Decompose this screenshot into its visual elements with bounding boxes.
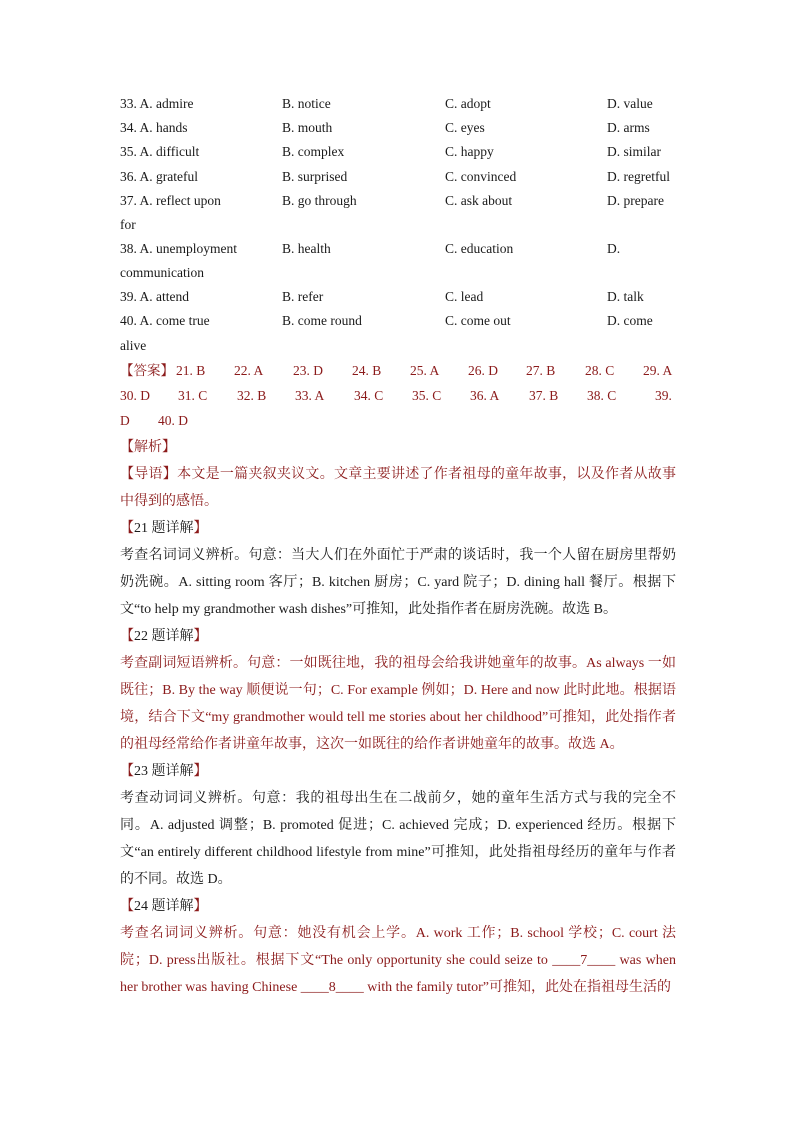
option-row-40	[120, 309, 680, 333]
option-d: D. similar	[607, 144, 661, 159]
answer-key	[120, 358, 680, 433]
option-d: D. regretful	[607, 169, 670, 184]
option-wrap-40: alive	[120, 338, 147, 353]
option-c: C. adopt	[445, 96, 491, 111]
option-d: D. come	[607, 313, 653, 328]
q22-explanation: 考查副词短语辨析。句意：一如既往地，我的祖母会给我讲她童年的故事。As always 一如既往；B. By the way 顺便说一句；C. For example 例如；D. Here and now 此时此地。根据语境，结合下文“my grandmother would tell me stories about her childhood”可推知，此处指作者的祖母经常给作者讲童年故事，这次一如既往的给作者讲她童年的故事。故选 A。	[120, 656, 676, 752]
answer-item: 30. D	[120, 388, 150, 403]
answer-item: 25. A	[410, 363, 440, 378]
intro-paragraph	[120, 461, 676, 515]
option-b: B. complex	[282, 144, 345, 159]
option-b: B. mouth	[282, 120, 333, 135]
option-b: B. notice	[282, 96, 331, 111]
answer-item: 23. D	[293, 363, 323, 378]
answer-item: 21. B	[176, 363, 206, 378]
answer-item: 34. C	[354, 388, 384, 403]
answer-item: 38. C	[587, 388, 617, 403]
q24-heading-text: 24 题详解	[134, 899, 194, 914]
option-c: C. come out	[445, 313, 511, 328]
q22-heading: 【22 题详解】	[120, 629, 208, 644]
answer-item: 24. B	[352, 363, 382, 378]
q24-explanation: 考查名词词义辨析。句意：她没有机会上学。A. work 工作；B. school 学校；C. court 法院；D. press出版社。根据下文“The only opportunity she could seize to ____7____ was when her brother was having Chinese ____8____ with the family tutor”可推知，此处在指祖母生活的	[120, 926, 676, 995]
answer-tag: 【答案】	[120, 363, 174, 378]
option-a: 33. A. admire	[120, 96, 194, 111]
q23-explanation: 考查动词词义辨析。句意：我的祖母出生在二战前夕，她的童年生活方式与我的完全不同。A. adjusted 调整；B. promoted 促进；C. achieved 完成；D. experienced 经历。根据下文“an entirely different childhood lifestyle from mine”可推知，此处指祖母经历的童年与作者的不同。故选 D。	[120, 791, 676, 887]
intro-text: 本文是一篇夹叙夹议文。文章主要讲述了作者祖母的童年故事，以及作者从故事中得到的感悟。	[120, 467, 677, 509]
q22-heading-text: 22 题详解	[134, 629, 194, 644]
option-c: C. convinced	[445, 169, 517, 184]
option-d: D. arms	[607, 120, 650, 135]
option-b: B. go through	[282, 193, 357, 208]
option-c: C. ask about	[445, 193, 513, 208]
answer-item: 27. B	[526, 363, 556, 378]
answer-item: 28. C	[585, 363, 615, 378]
option-row-37	[120, 189, 680, 213]
option-d: D. prepare	[607, 193, 664, 208]
option-a: 36. A. grateful	[120, 169, 198, 184]
option-row-33	[120, 92, 680, 116]
option-a: 39. A. attend	[120, 289, 189, 304]
q23-heading: 【23 题详解】	[120, 764, 208, 779]
option-a: 34. A. hands	[120, 120, 188, 135]
q23-heading-text: 23 题详解	[134, 764, 194, 779]
answer-item: 31. C	[178, 388, 208, 403]
answer-item: 37. B	[529, 388, 559, 403]
option-row-34	[120, 116, 680, 140]
answer-item: 22. A	[234, 363, 264, 378]
option-row-36	[120, 165, 680, 189]
option-b: B. health	[282, 241, 331, 256]
option-b: B. refer	[282, 289, 324, 304]
answer-item: 35. C	[412, 388, 442, 403]
answer-item: D	[120, 413, 130, 428]
option-d: D. talk	[607, 289, 644, 304]
answer-item: 26. D	[468, 363, 498, 378]
answer-item: 29. A	[643, 363, 673, 378]
option-b: B. come round	[282, 313, 362, 328]
option-c: C. education	[445, 241, 514, 256]
answer-item: 36. A	[470, 388, 500, 403]
option-wrap-37: for	[120, 217, 136, 232]
option-a: 40. A. come true	[120, 313, 210, 328]
intro-tag: 【导语】	[120, 467, 178, 482]
answer-item: 40. D	[158, 413, 188, 428]
option-a: 37. A. reflect upon	[120, 193, 221, 208]
option-row-35	[120, 140, 680, 164]
option-c: C. eyes	[445, 120, 485, 135]
answer-item: 39.	[655, 388, 672, 403]
answer-item: 32. B	[237, 388, 267, 403]
option-b: B. surprised	[282, 169, 348, 184]
q21-heading-text: 21 题详解	[134, 521, 194, 536]
option-a: 38. A. unemployment	[120, 241, 237, 256]
option-c: C. happy	[445, 144, 494, 159]
q21-heading: 【21 题详解】	[120, 521, 208, 536]
q24-heading: 【24 题详解】	[120, 899, 208, 914]
option-wrap-38: communication	[120, 265, 204, 280]
option-c: C. lead	[445, 289, 484, 304]
option-d: D.	[607, 241, 621, 256]
q21-explanation: 考查名词词义辨析。句意：当大人们在外面忙于严肃的谈话时，我一个人留在厨房里帮奶奶洗碗。A. sitting room 客厅；B. kitchen 厨房；C. yard 院子；D. dining hall 餐厅。根据下文“to help my grandmother wash dishes”可推知，此处指作者在厨房洗碗。故选 B。	[120, 548, 676, 617]
option-d: D. value	[607, 96, 653, 111]
option-row-38	[120, 237, 680, 261]
option-a: 35. A. difficult	[120, 144, 200, 159]
answer-item: 33. A	[295, 388, 325, 403]
option-row-39	[120, 285, 680, 309]
analysis-heading: 【解析】	[120, 440, 176, 455]
analysis-section	[120, 434, 676, 1001]
